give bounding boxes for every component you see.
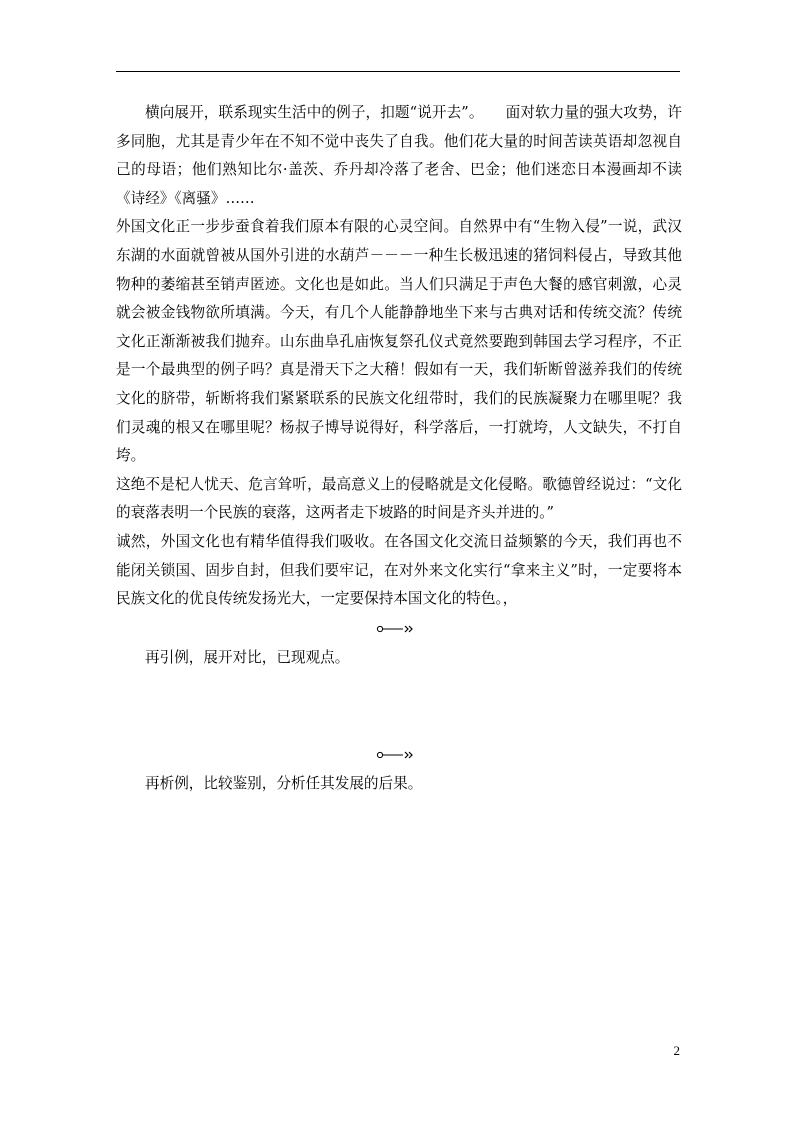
- annotation-note-1: 再引例，展开对比，已现观点。: [145, 648, 350, 666]
- divider-ornament-icon: [376, 623, 416, 635]
- body-paragraph-4: 诚然，外国文化也有精华值得我们吸收。在各国文化交流日益频繁的今天，我们再也不能闭关锁国、固步自封，但我们要牢记，在对外来文化实行“拿来主义”时，一定要将本民族文化的优良传统发扬光大，一定要保持本国文化的特色。，: [116, 532, 682, 608]
- body-paragraph-2: 外国文化正一步步蚕食着我们原本有限的心灵空间。自然界中有“生物入侵”一说，武汉东湖的水面就曾被从国外引进的水葫芦－－－一种生长极迅速的猪饲料侵占，导致其他物种的萎缩甚至销声匿迹。文化也是如此。当人们只满足于声色大餐的感官刺激，心灵就会被金钱物欲所填满。今天，有几个人能静静地坐下来与古典对话和传统交流？传统文化正渐渐被我们抛弃。山东曲阜孔庙恢复祭孔仪式竟然要跑到韩国去学习程序，不正是一个最典型的例子吗？真是滑天下之大稽！假如有一天，我们斩断曾滋养我们的传统文化的脐带，斩断将我们紧紧联系的民族文化纽带时，我们的民族凝聚力在哪里呢？我们灵魂的根又在哪里呢？杨叔子博导说得好，科学落后，一打就垮，人文缺失，不打自垮。: [116, 218, 682, 465]
- section-divider-1: [116, 614, 682, 644]
- divider-ornament-icon: [376, 749, 416, 761]
- annotation-note-2: 再析例，比较鉴别，分析任其发展的后果。: [145, 775, 423, 793]
- body-paragraph-1: 横向展开，联系现实生活中的例子，扣题“说开去”。 面对软力量的强大攻势，许多同胞，尤其是青少年在不知不觉中丧失了自我。他们花大量的时间苦读英语却忽视自己的母语；他们熟知比尔·盖茨、乔丹却冷落了老舍、巴金；他们迷恋日本漫画却不读《诗经》《离骚》……: [116, 104, 682, 207]
- body-paragraph-3: 这绝不是杞人忧天、危言耸听，最高意义上的侵略就是文化侵略。歌德曾经说过：“文化的衰落表明一个民族的衰落，这两者走下坡路的时间是齐头并进的。”: [116, 475, 682, 522]
- spacer: [116, 672, 682, 740]
- header-rule: [116, 71, 680, 72]
- page-number: 2: [673, 1043, 680, 1058]
- page-body: [116, 99, 682, 799]
- section-divider-2: [116, 740, 682, 770]
